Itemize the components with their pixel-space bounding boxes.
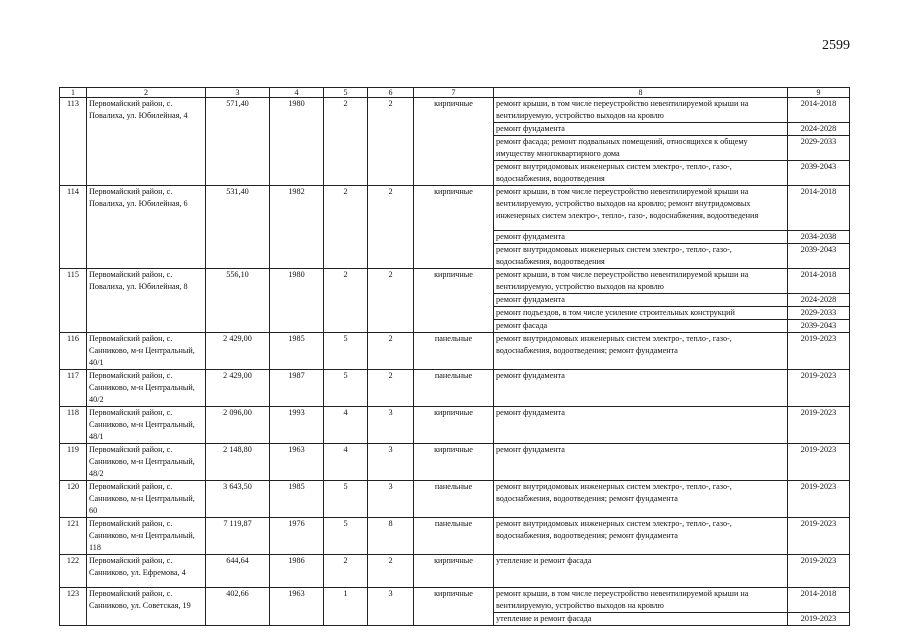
period-cell: 2019-2023 bbox=[788, 481, 850, 518]
area-cell: 3 643,50 bbox=[206, 481, 270, 518]
table-row bbox=[60, 370, 850, 407]
table-row bbox=[60, 481, 850, 518]
floors-cell: 2 bbox=[324, 269, 368, 333]
header-row bbox=[60, 88, 850, 98]
header-cell: 1 bbox=[60, 88, 87, 98]
floors-cell: 5 bbox=[324, 370, 368, 407]
address-cell: Первомайский район, с. Санниково, м-н Центральный, 60 bbox=[87, 481, 206, 518]
row-number-cell: 114 bbox=[60, 186, 87, 269]
address-cell: Первомайский район, с. Санниково, м-н Центральный, 48/1 bbox=[87, 407, 206, 444]
period-cell: 2024-2028 bbox=[788, 294, 850, 307]
period-cell: 2034-2038 bbox=[788, 231, 850, 244]
period-cell: 2024-2028 bbox=[788, 123, 850, 136]
work-type-cell: ремонт фундамента bbox=[494, 294, 788, 307]
work-type-cell: ремонт фундамента bbox=[494, 123, 788, 136]
header-cell: 8 bbox=[494, 88, 788, 98]
work-type-cell: ремонт фасада bbox=[494, 320, 788, 333]
area-cell: 2 096,00 bbox=[206, 407, 270, 444]
table-row bbox=[60, 444, 850, 481]
entrances-cell: 3 bbox=[368, 588, 414, 626]
period-cell: 2019-2023 bbox=[788, 555, 850, 588]
header-cell: 4 bbox=[270, 88, 324, 98]
period-cell: 2019-2023 bbox=[788, 370, 850, 407]
year-cell: 1976 bbox=[270, 518, 324, 555]
repair-schedule-table bbox=[59, 87, 850, 626]
address-cell: Первомайский район, с. Повалиха, ул. Юбилейная, 8 bbox=[87, 269, 206, 333]
area-cell: 2 148,80 bbox=[206, 444, 270, 481]
year-cell: 1980 bbox=[270, 98, 324, 186]
header-cell: 2 bbox=[87, 88, 206, 98]
work-type-cell: ремонт внутридомовых инженерных систем электро-, тепло-, газо-, водоснабжения, водоотведения; ремонт фундамента bbox=[494, 333, 788, 370]
wall-material-cell: кирпичные bbox=[414, 186, 494, 269]
period-cell: 2039-2043 bbox=[788, 161, 850, 186]
floors-cell: 2 bbox=[324, 98, 368, 186]
floors-cell: 5 bbox=[324, 481, 368, 518]
floors-cell: 1 bbox=[324, 588, 368, 626]
period-cell: 2019-2023 bbox=[788, 518, 850, 555]
row-number-cell: 113 bbox=[60, 98, 87, 186]
row-number-cell: 123 bbox=[60, 588, 87, 626]
area-cell: 556,10 bbox=[206, 269, 270, 333]
work-type-cell: ремонт внутридомовых инженерных систем электро-, тепло-, газо-, водоснабжения, водоотведения bbox=[494, 244, 788, 269]
wall-material-cell: панельные bbox=[414, 518, 494, 555]
header-cell: 6 bbox=[368, 88, 414, 98]
wall-material-cell: кирпичные bbox=[414, 269, 494, 333]
floors-cell: 2 bbox=[324, 186, 368, 269]
year-cell: 1980 bbox=[270, 269, 324, 333]
work-type-cell: ремонт фундамента bbox=[494, 444, 788, 481]
header-cell: 9 bbox=[788, 88, 850, 98]
table-row bbox=[60, 407, 850, 444]
area-cell: 2 429,00 bbox=[206, 370, 270, 407]
entrances-cell: 8 bbox=[368, 518, 414, 555]
period-cell: 2014-2018 bbox=[788, 186, 850, 231]
header-cell: 5 bbox=[324, 88, 368, 98]
work-type-cell: ремонт фундамента bbox=[494, 370, 788, 407]
wall-material-cell: панельные bbox=[414, 370, 494, 407]
address-cell: Первомайский район, с. Повалиха, ул. Юбилейная, 6 bbox=[87, 186, 206, 269]
work-type-cell: утепление и ремонт фасада bbox=[494, 555, 788, 588]
year-cell: 1985 bbox=[270, 481, 324, 518]
work-type-cell: ремонт крыши, в том числе переустройство невентилируемой крыши на вентилируемую, устройство выходов на кровлю bbox=[494, 98, 788, 123]
period-cell: 2019-2023 bbox=[788, 613, 850, 626]
address-cell: Первомайский район, с. Санниково, м-н Центральный, 48/2 bbox=[87, 444, 206, 481]
year-cell: 1987 bbox=[270, 370, 324, 407]
area-cell: 531,40 bbox=[206, 186, 270, 269]
area-cell: 644,64 bbox=[206, 555, 270, 588]
work-type-cell: ремонт внутридомовых инженерных систем электро-, тепло-, газо-, водоснабжения, водоотведения bbox=[494, 161, 788, 186]
floors-cell: 4 bbox=[324, 407, 368, 444]
period-cell: 2039-2043 bbox=[788, 244, 850, 269]
entrances-cell: 2 bbox=[368, 186, 414, 269]
wall-material-cell: панельные bbox=[414, 333, 494, 370]
work-type-cell: ремонт крыши, в том числе переустройство невентилируемой крыши на вентилируемую, устройство выходов на кровлю; ремонт внутридомовых инженерных систем электро-, тепло-, газо-, водоснабжения, водоотведения bbox=[494, 186, 788, 231]
year-cell: 1982 bbox=[270, 186, 324, 269]
period-cell: 2019-2023 bbox=[788, 444, 850, 481]
table-row bbox=[60, 588, 850, 613]
work-type-cell: ремонт фундамента bbox=[494, 231, 788, 244]
wall-material-cell: кирпичные bbox=[414, 588, 494, 626]
work-type-cell: ремонт подъездов, в том числе усиление строительных конструкций bbox=[494, 307, 788, 320]
work-type-cell: ремонт крыши, в том числе переустройство невентилируемой крыши на вентилируемую, устройство выходов на кровлю bbox=[494, 269, 788, 294]
wall-material-cell: кирпичные bbox=[414, 407, 494, 444]
area-cell: 2 429,00 bbox=[206, 333, 270, 370]
row-number-cell: 117 bbox=[60, 370, 87, 407]
entrances-cell: 3 bbox=[368, 407, 414, 444]
header-cell: 3 bbox=[206, 88, 270, 98]
entrances-cell: 3 bbox=[368, 444, 414, 481]
period-cell: 2019-2023 bbox=[788, 407, 850, 444]
table-row bbox=[60, 98, 850, 123]
entrances-cell: 2 bbox=[368, 370, 414, 407]
entrances-cell: 3 bbox=[368, 481, 414, 518]
area-cell: 571,40 bbox=[206, 98, 270, 186]
row-number-cell: 119 bbox=[60, 444, 87, 481]
floors-cell: 5 bbox=[324, 518, 368, 555]
table-row bbox=[60, 269, 850, 294]
table-row bbox=[60, 333, 850, 370]
work-type-cell: ремонт внутридомовых инженерных систем электро-, тепло-, газо-, водоснабжения, водоотведения; ремонт фундамента bbox=[494, 481, 788, 518]
period-cell: 2029-2033 bbox=[788, 136, 850, 161]
period-cell: 2019-2023 bbox=[788, 333, 850, 370]
floors-cell: 2 bbox=[324, 555, 368, 588]
entrances-cell: 2 bbox=[368, 98, 414, 186]
row-number-cell: 115 bbox=[60, 269, 87, 333]
wall-material-cell: кирпичные bbox=[414, 444, 494, 481]
period-cell: 2039-2043 bbox=[788, 320, 850, 333]
year-cell: 1986 bbox=[270, 555, 324, 588]
entrances-cell: 2 bbox=[368, 333, 414, 370]
page-number: 2599 bbox=[822, 38, 850, 53]
work-type-cell: ремонт крыши, в том числе переустройство невентилируемой крыши на вентилируемую, устройство выходов на кровлю bbox=[494, 588, 788, 613]
year-cell: 1993 bbox=[270, 407, 324, 444]
address-cell: Первомайский район, с. Санниково, ул. Советская, 19 bbox=[87, 588, 206, 626]
work-type-cell: ремонт фундамента bbox=[494, 407, 788, 444]
address-cell: Первомайский район, с. Повалиха, ул. Юбилейная, 4 bbox=[87, 98, 206, 186]
row-number-cell: 122 bbox=[60, 555, 87, 588]
area-cell: 7 119,87 bbox=[206, 518, 270, 555]
year-cell: 1985 bbox=[270, 333, 324, 370]
row-number-cell: 120 bbox=[60, 481, 87, 518]
work-type-cell: утепление и ремонт фасада bbox=[494, 613, 788, 626]
address-cell: Первомайский район, с. Санниково, м-н Центральный, 40/1 bbox=[87, 333, 206, 370]
year-cell: 1963 bbox=[270, 588, 324, 626]
row-number-cell: 116 bbox=[60, 333, 87, 370]
wall-material-cell: кирпичные bbox=[414, 98, 494, 186]
table-row bbox=[60, 555, 850, 588]
table-row bbox=[60, 518, 850, 555]
period-cell: 2029-2033 bbox=[788, 307, 850, 320]
address-cell: Первомайский район, с. Санниково, м-н Центральный, 40/2 bbox=[87, 370, 206, 407]
period-cell: 2014-2018 bbox=[788, 588, 850, 613]
address-cell: Первомайский район, с. Санниково, м-н Центральный, 118 bbox=[87, 518, 206, 555]
header-cell: 7 bbox=[414, 88, 494, 98]
table-row bbox=[60, 186, 850, 231]
area-cell: 402,66 bbox=[206, 588, 270, 626]
period-cell: 2014-2018 bbox=[788, 98, 850, 123]
entrances-cell: 2 bbox=[368, 269, 414, 333]
work-type-cell: ремонт внутридомовых инженерных систем электро-, тепло-, газо-, водоснабжения, водоотведения; ремонт фундамента bbox=[494, 518, 788, 555]
row-number-cell: 118 bbox=[60, 407, 87, 444]
wall-material-cell: кирпичные bbox=[414, 555, 494, 588]
wall-material-cell: панельные bbox=[414, 481, 494, 518]
floors-cell: 5 bbox=[324, 333, 368, 370]
period-cell: 2014-2018 bbox=[788, 269, 850, 294]
floors-cell: 4 bbox=[324, 444, 368, 481]
row-number-cell: 121 bbox=[60, 518, 87, 555]
year-cell: 1963 bbox=[270, 444, 324, 481]
entrances-cell: 2 bbox=[368, 555, 414, 588]
address-cell: Первомайский район, с. Санниково, ул. Ефремова, 4 bbox=[87, 555, 206, 588]
work-type-cell: ремонт фасада; ремонт подвальных помещений, относящихся к общему имуществу многоквартирного дома bbox=[494, 136, 788, 161]
